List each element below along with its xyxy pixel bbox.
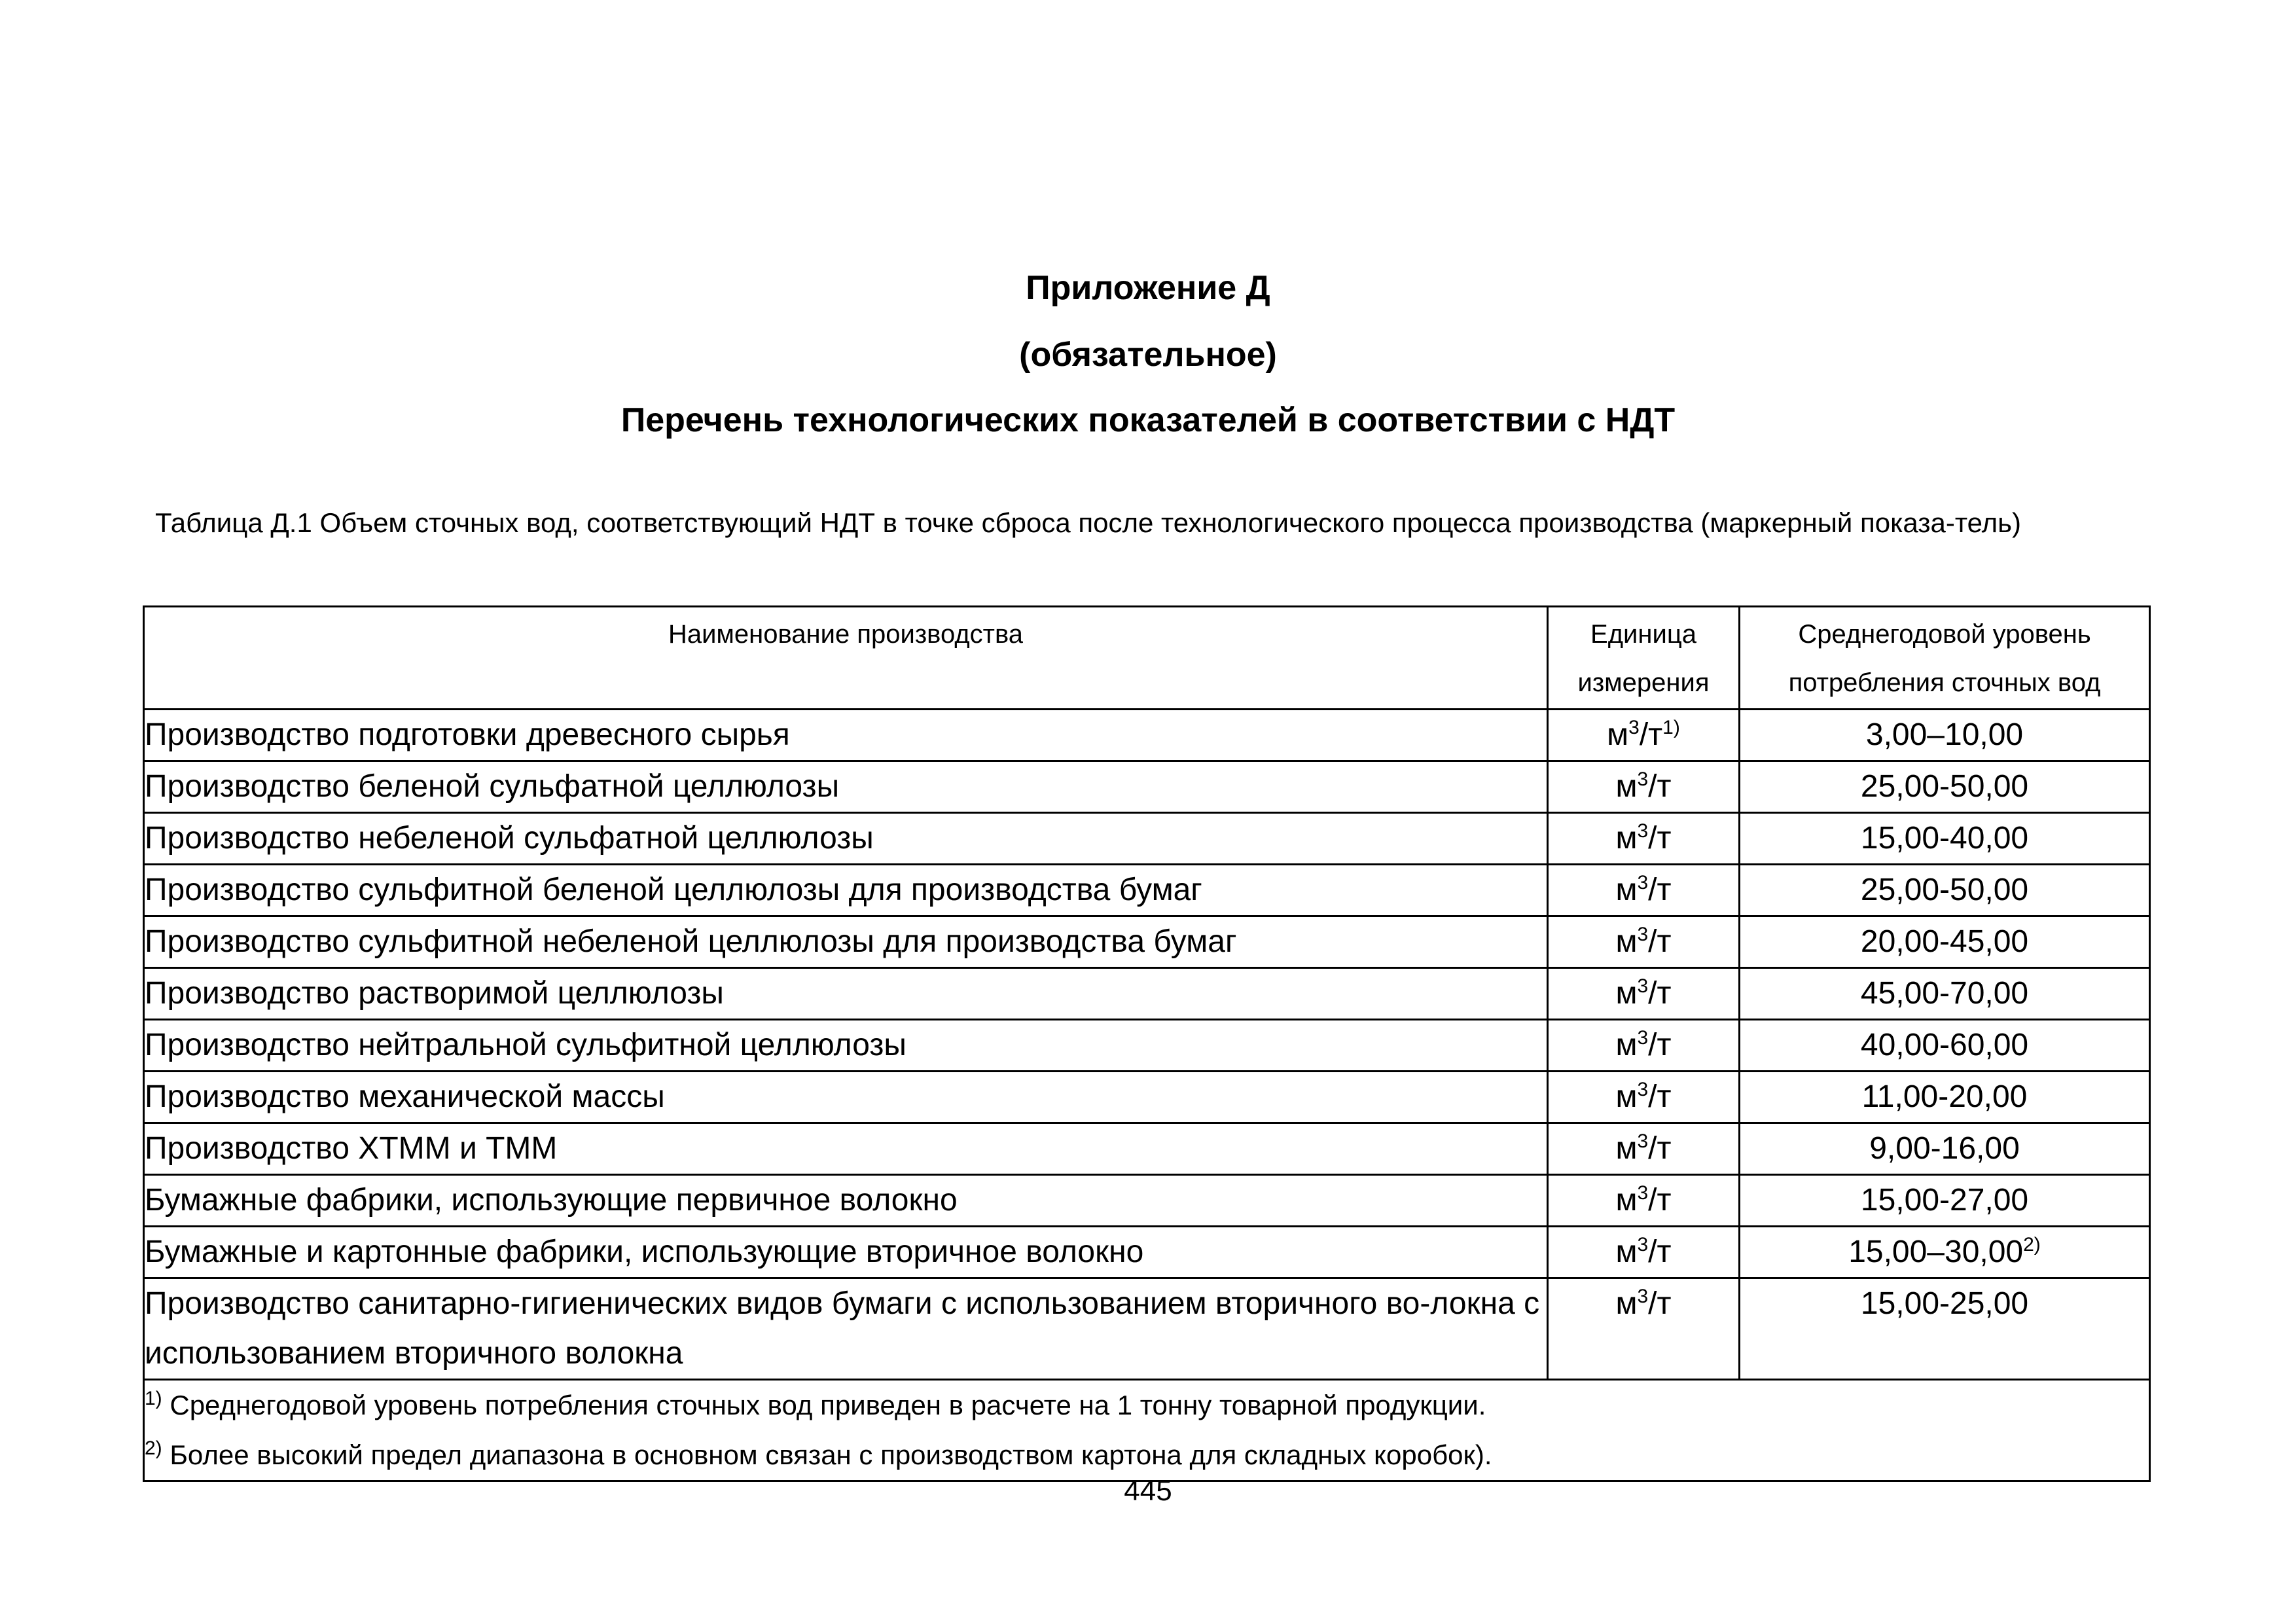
value-cell [1740,1123,2150,1175]
unit-exponent: 3 [1637,1079,1649,1100]
unit-exponent: 3 [1637,1130,1649,1152]
unit-base: м [1615,976,1638,1011]
value-cell [1740,1227,2150,1278]
unit-exponent: 3 [1637,872,1649,893]
production-name: Бумажные фабрики, использующие первичное волокно [144,1175,1548,1227]
unit-base: м [1607,717,1629,752]
value-cell [1740,916,2150,968]
value-range: 15,00-27,00 [1860,1183,2029,1218]
unit-cell [1548,968,1740,1020]
unit-cell [1548,1123,1740,1175]
value-cell [1740,813,2150,865]
unit-base: м [1615,1286,1638,1321]
unit-cell [1548,1227,1740,1278]
unit-cell [1548,1020,1740,1072]
appendix-title: Перечень технологических показателей в соответствии с НДТ [620,401,1676,439]
value-cell [1740,968,2150,1020]
unit-exponent: 3 [1637,1286,1649,1307]
unit-tail: /т [1648,1028,1672,1062]
value-cell [1740,1278,2150,1380]
table-row [144,1227,2150,1278]
unit-base: м [1615,1183,1638,1218]
unit-tail: /т [1648,873,1672,907]
value-cell [1740,710,2150,761]
production-name: Производство ХТММ и ТММ [144,1123,1548,1175]
footnote-text: Более высокий предел диапазона в основном связан с производством картона для складных коробок). [162,1439,1492,1470]
value-range: 9,00-16,00 [1869,1131,2020,1166]
table-row [144,813,2150,865]
page-number: 445 [1124,1475,1172,1507]
header-unit: Единица измерения [1548,607,1740,710]
unit-tail: /т [1648,976,1672,1011]
value-range: 25,00-50,00 [1860,769,2029,804]
value-footnote-ref: 2) [2023,1234,2041,1255]
unit-exponent: 3 [1637,1234,1649,1255]
unit-base: м [1615,1235,1638,1269]
unit-tail: /т [1648,924,1672,959]
production-name: Бумажные и картонные фабрики, использующие вторичное волокно [144,1227,1548,1278]
unit-cell [1548,1175,1740,1227]
footnote-text: Среднегодовой уровень потребления сточных вод приведен в расчете на 1 тонну товарной продукции. [162,1390,1486,1420]
unit-base: м [1615,1131,1638,1166]
value-range: 15,00–30,00 [1848,1235,2024,1269]
unit-tail: /т [1639,717,1663,752]
unit-cell [1548,865,1740,916]
unit-footnote-ref: 1) [1662,717,1680,738]
production-name: Производство нейтральной сульфитной целлюлозы [144,1020,1548,1072]
value-range: 3,00–10,00 [1865,717,2024,752]
table-row [144,865,2150,916]
unit-cell [1548,710,1740,761]
value-range: 20,00-45,00 [1860,924,2029,959]
table-caption: Таблица Д.1 Объем сточных вод, соответствующий НДТ в точке сброса после технологического процесса производства (маркерный показа-тель) [155,507,2021,538]
table-row [144,1123,2150,1175]
unit-exponent: 3 [1637,1182,1649,1204]
unit-cell [1548,1278,1740,1380]
footnote [145,1380,2149,1430]
unit-exponent: 3 [1637,975,1649,997]
appendix-heading: Приложение Д [1026,269,1270,307]
unit-tail: /т [1648,1235,1672,1269]
production-name: Производство сульфитной беленой целлюлозы для производства бумаг [144,865,1548,916]
unit-exponent: 3 [1637,820,1649,842]
unit-base: м [1615,873,1638,907]
header-value: Среднегодовой уровень потребления сточных вод [1740,607,2150,710]
value-cell [1740,1020,2150,1072]
unit-tail: /т [1648,769,1672,804]
value-range: 40,00-60,00 [1860,1028,2029,1062]
value-cell [1740,761,2150,813]
table-row [144,761,2150,813]
value-cell [1740,1175,2150,1227]
production-name: Производство растворимой целлюлозы [144,968,1548,1020]
footnotes-cell [144,1380,2150,1481]
unit-cell [1548,761,1740,813]
unit-tail: /т [1648,1183,1672,1218]
value-cell [1740,1072,2150,1123]
header-name: Наименование производства [144,607,1548,710]
value-range: 11,00-20,00 [1861,1079,2028,1114]
wastewater-table [143,605,2151,1482]
unit-tail: /т [1648,1131,1672,1166]
unit-base: м [1615,1028,1638,1062]
unit-cell [1548,813,1740,865]
unit-exponent: 3 [1628,717,1640,738]
unit-exponent: 3 [1637,924,1649,945]
value-range: 45,00-70,00 [1860,976,2029,1011]
unit-base: м [1615,924,1638,959]
table-row [144,710,2150,761]
unit-exponent: 3 [1637,1027,1649,1049]
value-range: 25,00-50,00 [1860,873,2029,907]
table-header-row [144,607,2150,710]
unit-cell [1548,1072,1740,1123]
footnotes-row [144,1380,2150,1481]
table-row [144,1175,2150,1227]
table-row [144,1278,2150,1380]
unit-exponent: 3 [1637,768,1649,790]
unit-tail: /т [1648,1079,1672,1114]
footnote-mark: 2) [145,1437,162,1459]
value-cell [1740,865,2150,916]
production-name: Производство подготовки древесного сырья [144,710,1548,761]
value-range: 15,00-25,00 [1860,1286,2029,1321]
table-row [144,968,2150,1020]
production-name: Производство сульфитной небеленой целлюлозы для производства бумаг [144,916,1548,968]
value-range: 15,00-40,00 [1860,821,2029,856]
appendix-status: (обязательное) [1019,336,1277,374]
table-row [144,916,2150,968]
footnote-mark: 1) [145,1388,162,1409]
unit-cell [1548,916,1740,968]
production-name: Производство небеленой сульфатной целлюлозы [144,813,1548,865]
unit-base: м [1615,769,1638,804]
unit-base: м [1615,821,1638,856]
production-name: Производство механической массы [144,1072,1548,1123]
production-name: Производство беленой сульфатной целлюлозы [144,761,1548,813]
production-name: Производство санитарно-гигиенических видов бумаги с использованием вторичного во-локна с использованием вторичного волокна [144,1278,1548,1380]
unit-tail: /т [1648,1286,1672,1321]
table-row [144,1020,2150,1072]
unit-base: м [1615,1079,1638,1114]
table-row [144,1072,2150,1123]
unit-tail: /т [1648,821,1672,856]
